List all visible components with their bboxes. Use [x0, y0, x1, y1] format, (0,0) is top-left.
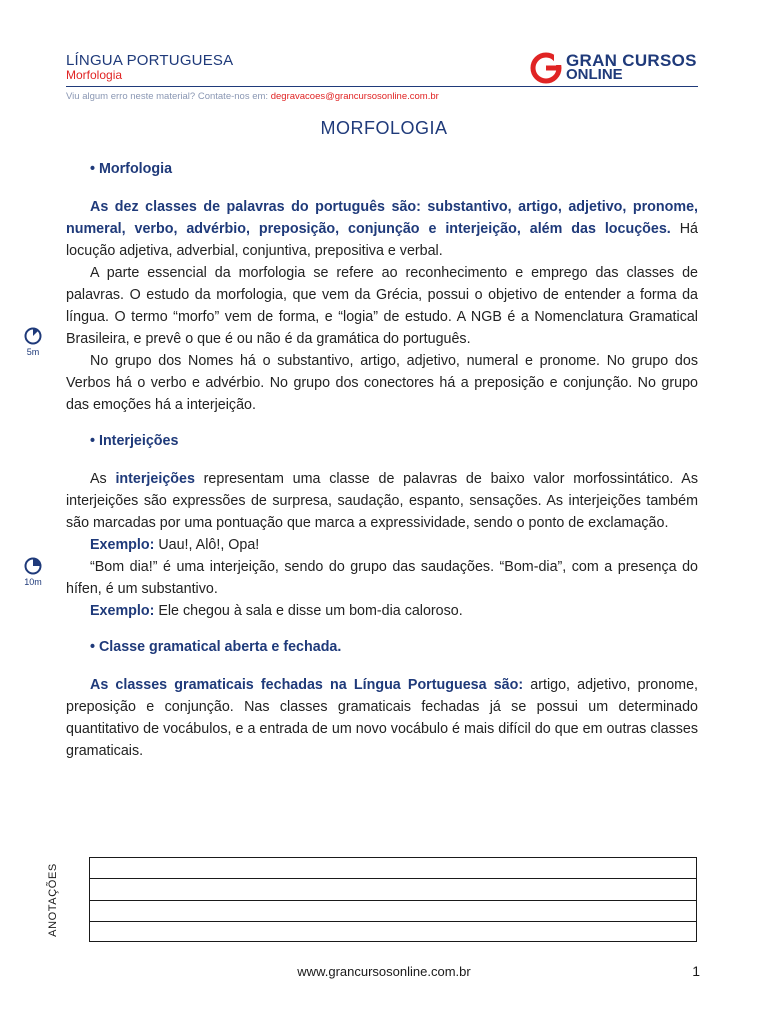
paragraph-grupos: No grupo dos Nomes há o substantivo, artigo, adjetivo, numeral e pronome. No grupo dos Verbos há o verbo e advérbio. No grupo dos conectores há a preposição e conjunção. No grupo das emoções há a interjeição.: [66, 353, 698, 413]
gran-cursos-logo: [530, 52, 698, 86]
notes-line: [90, 878, 696, 879]
time-marker-label: 5m: [26, 347, 40, 357]
example-1: [66, 534, 698, 556]
topic-subtitle: Morfologia: [66, 68, 123, 82]
paragraph-classes: [66, 196, 698, 262]
section-heading-classe-gramatical: • Classe gramatical aberta e fechada.: [90, 639, 342, 655]
subject-title: LÍNGUA PORTUGUESA: [66, 52, 234, 69]
example-2-text: Ele chegou à sala e disse um bom-dia caloroso.: [154, 603, 463, 619]
time-marker-label: 10m: [24, 577, 42, 587]
notes-label: ANOTAÇÕES: [47, 863, 59, 937]
paragraph-interjeicoes-lead: As: [90, 471, 116, 487]
example-2-label: Exemplo:: [90, 603, 155, 619]
report-text: Viu algum erro neste material? Contate-nos em:: [66, 91, 271, 102]
section-heading-morfologia: • Morfologia: [90, 161, 173, 177]
paragraph-bom-dia: “Bom dia!” é uma interjeição, sendo do grupo das saudações. “Bom-dia”, com a presença do hífen, é um substantivo.: [66, 559, 698, 597]
paragraph-morfologia: A parte essencial da morfologia se refere ao reconhecimento e emprego das classes de palavras. O estudo da morfologia, que vem da Grécia, possui o objetivo de entender a forma da língua. O termo “morfo” vem de forma, e “logia” de estudo. A NGB é a Nomenclatura Gramatical Brasileira, e prevê o que é ou não é da gramática do português.: [66, 265, 698, 347]
interjeicoes-highlight: interjeições: [115, 471, 195, 487]
time-marker-10m: [20, 557, 46, 587]
notes-line: [90, 900, 696, 901]
document-body: [66, 158, 698, 762]
paragraph-classes-rest: Há locução adjetiva, adverbial, conjuntiva, prepositiva e verbal.: [66, 221, 699, 259]
logo-g-icon: [530, 52, 562, 84]
section-heading-interjeicoes: • Interjeições: [90, 433, 179, 449]
paragraph-classes-fechadas-bold: As classes gramaticais fechadas na Língua Portuguesa são:: [90, 677, 524, 693]
clock-icon: [24, 327, 42, 345]
footer-url[interactable]: www.grancursosonline.com.br: [297, 964, 471, 979]
time-marker-5m: [20, 327, 46, 357]
logo-text-line2: ONLINE: [566, 66, 623, 83]
header-divider: [66, 86, 698, 87]
logo-text-line1: GRAN CURSOS: [566, 51, 697, 70]
page-header: [66, 52, 698, 90]
paragraph-classes-bold: As dez classes de palavras do português são: substantivo, artigo, adjetivo, pronome, numeral, verbo, advérbio, preposição, conjunção e interjeição, além das locuções.: [66, 199, 698, 237]
paragraph-interjeicoes: [66, 468, 698, 534]
notes-line: [90, 921, 696, 922]
clock-icon: [24, 557, 42, 575]
paragraph-interjeicoes-rest: representam uma classe de palavras de baixo valor morfossintático. As interjeições são expressões de surpresa, saudação, espanto, sensações. As interjeições também são marcadas por uma pontuação que marca a expressividade, sendo o ponto de exclamação.: [66, 471, 698, 531]
paragraph-classes-fechadas: [66, 674, 698, 762]
paragraph-classes-fechadas-rest: artigo, adjetivo, pronome, preposição e conjunção. Nas classes gramaticais fechadas já se possui um determinado quantitativo de vocábulos, e a entrada de um novo vocábulo é mais difícil do que em outras classes gramaticais.: [66, 677, 698, 759]
example-2: [66, 600, 698, 622]
report-email-link[interactable]: degravacoes@grancursosonline.com.br: [270, 91, 439, 102]
page-number: 1: [692, 963, 700, 979]
page-title: MORFOLOGIA: [320, 118, 448, 138]
example-1-label: Exemplo:: [90, 537, 155, 553]
example-1-text: Uau!, Alô!, Opa!: [154, 537, 260, 553]
error-report-note: [66, 91, 439, 102]
notes-box[interactable]: [89, 857, 697, 942]
